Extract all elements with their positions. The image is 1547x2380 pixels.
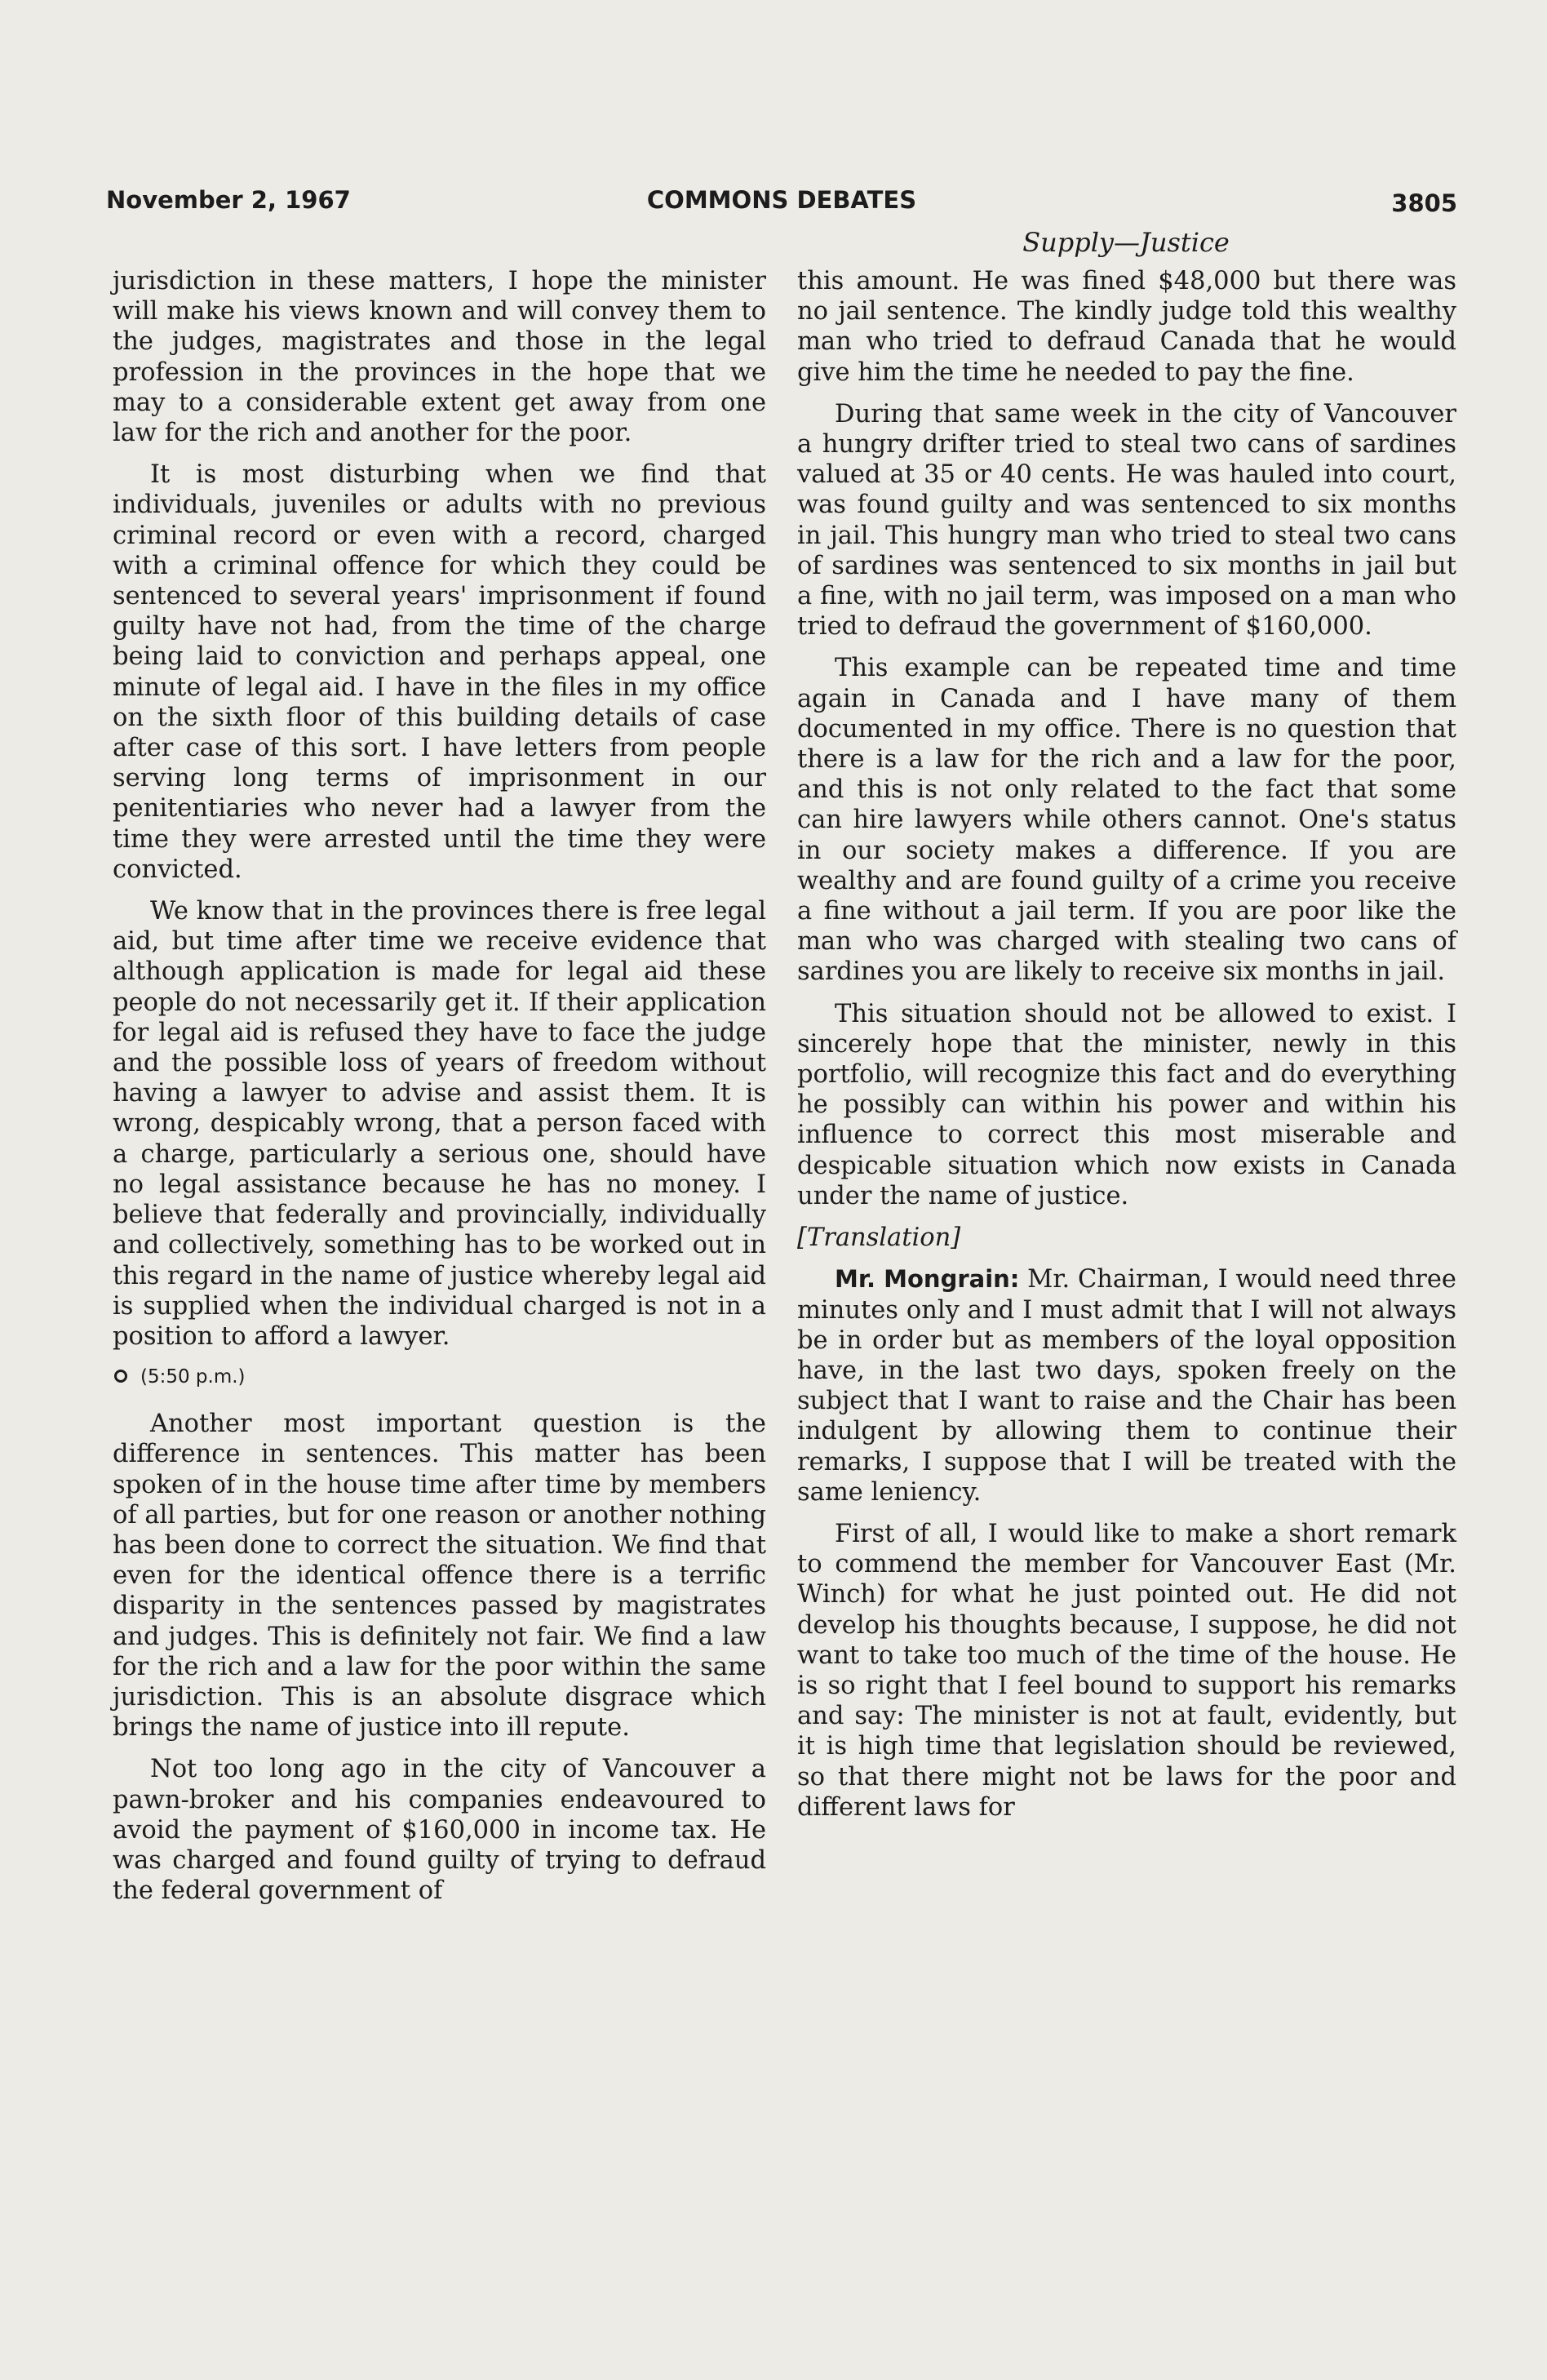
left-paragraph-5: Not too long ago in the city of Vancouver a pawn-broker and his companies endeavoured to avoid the payment of $160,000 in income tax. He was charged and found guilty of trying to defraud the federal government of	[113, 1755, 766, 1906]
header-date: November 2, 1967	[106, 186, 351, 214]
right-paragraph-1: this amount. He was fined $48,000 but there was no jail sentence. The kindly judge told this wealthy man who tried to defraud Canada that he would give him the time he needed to pay the fine.	[797, 267, 1456, 387]
left-paragraph-4: Another most important question is the difference in sentences. This matter has been spoken of in the house time after time by members of all parties, but for one reason or another nothing has been done to correct the situation. We find that even for the identical offence there is a terrific disparity in the sentences passed by magistrates and judges. This is definitely not fair. We find a law for the rich and a law for the poor within the same jurisdiction. This is an absolute disgrace which brings the name of justice into ill repute.	[113, 1410, 766, 1743]
speaker-name: Mr. Mongrain:	[835, 1265, 1020, 1294]
right-paragraph-4: This situation should not be allowed to exist. I sincerely hope that the minister, newly in this portfolio, will recognize this fact and do everything he possibly can within his power and within his influence to correct this most miserable and despicable situation which now exists in Canada under the name of justice.	[797, 999, 1456, 1210]
left-paragraph-3: We know that in the provinces there is free legal aid, but time after time we receive evidence that although application is made for legal aid these people do not necessarily get it. If their application for legal aid is refused they have to face the judge and the possible loss of years of freedom without having a lawyer to advise and assist them. It is wrong, despicably wrong, that a person faced with a charge, particularly a serious one, should have no legal assistance because he has no money. I believe that federally and provincially, individually and collectively, something has to be worked out in this regard in the name of justice whereby legal aid is supplied when the individual charged is not in a position to afford a lawyer.	[113, 897, 766, 1351]
translation-marker: [Translation]	[797, 1223, 961, 1253]
right-paragraph-3: This example can be repeated time and time again in Canada and I have many of them documented in my office. There is no question that there is a law for the rich and a law for the poor, and this is not only related to the fact that some can hire lawyers while others cannot. One's status in our society makes a difference. If you are wealthy and are found guilty of a crime you receive a fine without a jail term. If you are poor like the man who was charged with stealing two cans of sardines you are likely to receive six months in jail.	[797, 654, 1456, 987]
running-head: Supply—Justice	[1022, 227, 1230, 258]
left-column	[113, 266, 766, 1917]
left-paragraph-2: It is most disturbing when we find that individuals, juveniles or adults with no previous criminal record or even with a record, charged with a criminal offence for which they could be sentenced to several years' imprisonment if found guilty have not had, from the time of the charge being laid to conviction and perhaps appeal, one minute of legal aid. I have in the files in my office on the sixth floor of this building details of case after case of this sort. I have letters from people serving long terms of imprisonment in our penitentiaries who never had a lawyer from the time they were arrested until the time they were convicted.	[113, 460, 766, 884]
header-title: COMMONS DEBATES	[646, 186, 917, 214]
timestamp-marker	[114, 1363, 766, 1391]
right-paragraph-5	[797, 1264, 1456, 1507]
page-header	[106, 186, 1457, 219]
right-paragraph-6: First of all, I would like to make a short remark to commend the member for Vancouver East (Mr. Winch) for what he just pointed out. He did not develop his thoughts because, I suppose, he did not want to take too much of the time of the house. He is so right that I feel bound to support his remarks and say: The minister is not at fault, evidently, but it is high time that legislation should be reviewed, so that there might not be laws for the poor and different laws for	[797, 1519, 1456, 1822]
page-number: 3805	[1391, 189, 1457, 217]
speech-text: Mr. Chairman, I would need three minutes only and I must admit that I will not always be in order but as members of the loyal opposition have, in the last two days, spoken freely on the subject that I want to raise and the Chair has been indulgent by allowing them to continue their remarks, I suppose that I will be treated with the same leniency.	[797, 1265, 1456, 1507]
right-column	[797, 266, 1456, 1834]
timestamp-text: (5:50 p.m.)	[140, 1366, 246, 1388]
left-paragraph-1: jurisdiction in these matters, I hope the minister will make his views known and will convey them to the judges, magistrates and those in the legal profession in the provinces in the hope that we may to a considerable extent get away from one law for the rich and another for the poor.	[113, 267, 766, 448]
right-paragraph-2: During that same week in the city of Vancouver a hungry drifter tried to steal two cans of sardines valued at 35 or 40 cents. He was hauled into court, was found guilty and was sentenced to six months in jail. This hungry man who tried to steal two cans of sardines was sentenced to six months in jail but a fine, with no jail term, was imposed on a man who tried to defraud the government of $160,000.	[797, 399, 1456, 642]
bullet-icon	[114, 1370, 127, 1383]
